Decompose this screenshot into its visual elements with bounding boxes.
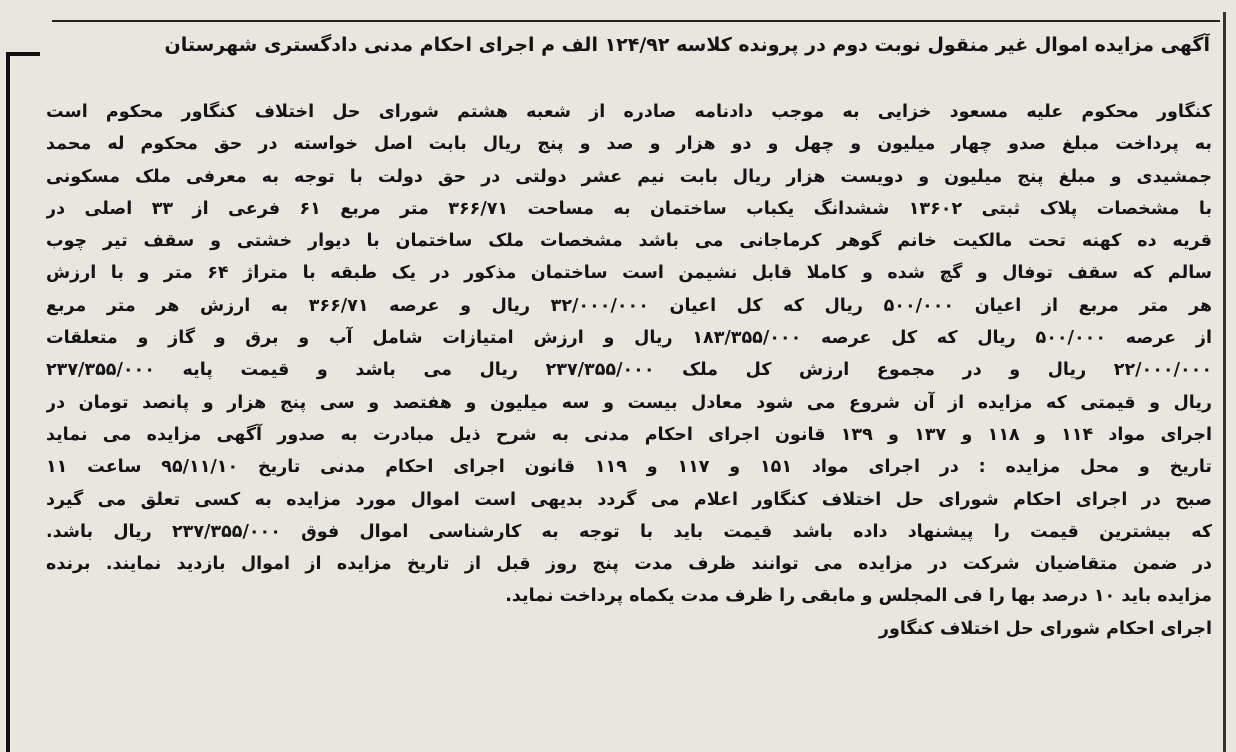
notice-line: سالم که سقف توفال و گچ شده و کاملا قابل نشیمن است ساختمان مذکور در یک طبقه با متراژ ۶۴ متر و با ارزش	[46, 263, 1212, 284]
notice-line: با مشخصات پلاک ثبتی ۱۳۶۰۲ ششدانگ یکباب ساختمان به مساحت ۳۶۶/۷۱ متر مربع ۶۱ فرعی از ۳۳ اصلی در	[46, 198, 1212, 219]
right-column-rule	[1223, 12, 1226, 752]
notice-line: هر متر مربع از اعیان ۵۰۰/۰۰۰ ریال که کل اعیان ۳۲/۰۰۰/۰۰۰ ریال و عرصه ۳۶۶/۷۱ به ارزش هر متر مربع	[46, 295, 1212, 316]
notice-line: در ضمن متقاضیان شرکت در مزایده می توانند ظرف مدت پنج روز قبل از تاریخ مزایده از اموال بازدید نمایند. برنده	[46, 554, 1212, 575]
notice-line: قریه ده کهنه تحت مالکیت خانم گوهر کرماجانی می باشد مشخصات ملک ساختمان با دیوار خشتی و سقف تیر چوب	[46, 231, 1212, 252]
left-frame-bracket	[6, 52, 40, 752]
notice-signature: اجرای احکام شورای حل اختلاف کنگاور	[878, 618, 1212, 639]
notice-line: که بیشترین قیمت را پیشنهاد داده باشد قیمت باید با توجه به کارشناسی اموال فوق ۲۳۷/۳۵۵/۰۰۰ ریال باشد.	[46, 521, 1212, 542]
notice-body	[46, 96, 1212, 645]
notice-line: ریال و قیمتی که مزایده از آن شروع می شود معادل بیست و سه میلیون و هفتصد و سی پنج هزار و پانصد تومان در	[46, 392, 1212, 413]
notice-line: صبح در اجرای احکام شورای حل اختلاف کنگاور اعلام می گردد بدیهی است اموال مورد مزایده به کسی تعلق می گیرد	[46, 489, 1212, 510]
notice-line: جمشیدی و مبلغ پنج میلیون و دویست هزار ریال بابت نیم عشر دولتی در حق دولت با توجه به معرفی ملک مسکونی	[46, 166, 1212, 187]
notice-line: تاریخ و محل مزایده : در اجرای مواد ۱۵۱ و ۱۱۷ و ۱۱۹ قانون اجرای احکام مدنی تاریخ ۹۵/۱۱/۱۰ ساعت ۱۱	[46, 457, 1212, 478]
notice-line: اجرای مواد ۱۱۴ و ۱۱۸ و ۱۳۷ و ۱۳۹ قانون اجرای احکام مدنی به شرح ذیل مبادرت به صدور آگهی مزایده می نماید	[46, 424, 1212, 445]
notice-line: مزایده باید ۱۰ درصد بها را فی المجلس و مابقی را ظرف مدت یکماه پرداخت نماید.	[505, 586, 1212, 607]
notice-title: آگهی مزایده اموال غیر منقول نوبت دوم در پرونده کلاسه ۱۲۴/۹۲ الف م اجرای احکام مدنی دادگستری شهرستان	[164, 34, 1210, 56]
notice-line: ۲۲/۰۰۰/۰۰۰ ریال و در مجموع ارزش کل ملک ۲۳۷/۳۵۵/۰۰۰ ریال می باشد و قیمت پایه ۲۳۷/۳۵۵/۰۰۰	[46, 360, 1212, 381]
top-divider-rule	[52, 20, 1220, 22]
notice-line: کنگاور محکوم علیه مسعود خزایی به موجب دادنامه صادره از شعبه هشتم شورای حل اختلاف کنگاور محکوم است	[46, 102, 1212, 122]
notice-line: به پرداخت مبلغ صدو چهار میلیون و چهل و دو هزار و صد و پنج ریال بابت اصل خواسته در حق محکوم له محمد	[46, 134, 1212, 155]
notice-line: از عرصه ۵۰۰/۰۰۰ ریال که کل عرصه ۱۸۳/۳۵۵/۰۰۰ ریال و ارزش امتیازات شامل آب و برق و گاز و متعلقات	[46, 328, 1212, 349]
